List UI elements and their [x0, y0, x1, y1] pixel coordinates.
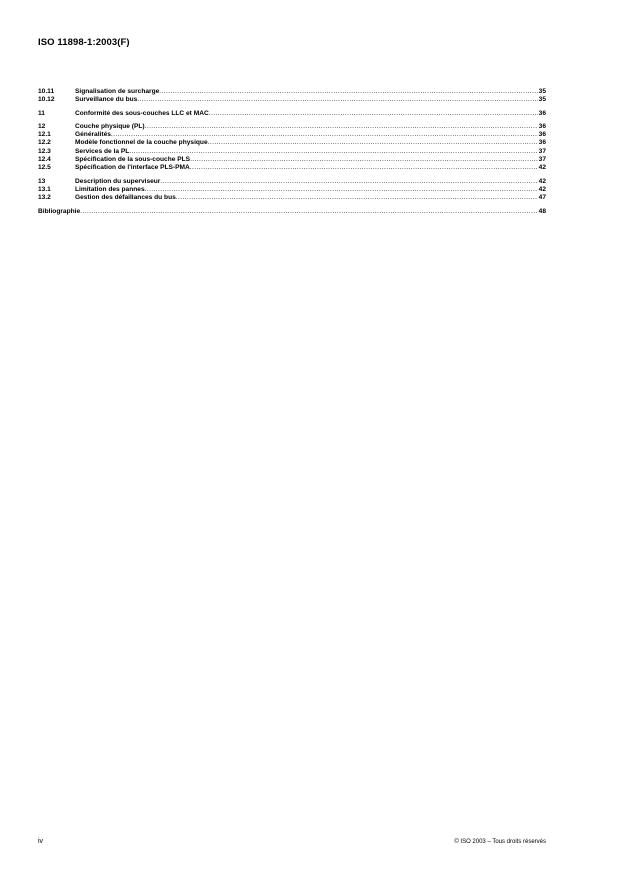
toc-entry[interactable]: [38, 194, 546, 202]
toc-dot-leader: [80, 208, 538, 216]
table-of-contents: [38, 88, 546, 221]
document-header-title: ISO 11898-1:2003(F): [38, 37, 130, 48]
toc-entry-title: Limitation des pannes: [75, 185, 145, 193]
toc-entry-page: 35: [538, 96, 546, 104]
toc-entry-title: Spécification de l'interface PLS-PMA: [75, 164, 190, 172]
toc-entry-title: Conformité des sous-couches LLC et MAC: [75, 109, 209, 117]
toc-entry-title: Services de la PL: [75, 147, 130, 155]
toc-dot-leader: [159, 88, 537, 96]
toc-dot-leader: [208, 139, 538, 147]
toc-entry-page: 42: [538, 164, 546, 172]
toc-group-12: [38, 123, 546, 173]
toc-dot-leader: [190, 164, 538, 172]
toc-group-13: [38, 178, 546, 203]
toc-entry-title: Spécification de la sous-couche PLS: [75, 156, 191, 164]
toc-entry-number: 13.1: [38, 185, 51, 193]
toc-dot-leader: [176, 194, 538, 202]
toc-entry[interactable]: [38, 186, 546, 194]
toc-dot-leader: [190, 156, 538, 164]
toc-entry[interactable]: [38, 110, 546, 118]
toc-entry[interactable]: [38, 178, 546, 186]
toc-dot-leader: [111, 131, 538, 139]
footer-copyright: © ISO 2003 – Tous droits réservés: [454, 839, 546, 845]
toc-dot-leader: [209, 110, 538, 118]
toc-entry-title: Signalisation de surcharge: [75, 88, 160, 95]
toc-entry-title: Généralités: [75, 131, 111, 139]
toc-entry[interactable]: [38, 131, 546, 139]
toc-entry-title: Gestion des défaillances du bus: [75, 194, 176, 202]
toc-entry-number: 11: [38, 109, 45, 117]
toc-entry-number: 12.1: [38, 131, 51, 139]
toc-entry-page: 37: [538, 156, 546, 164]
toc-entry[interactable]: [38, 164, 546, 172]
toc-entry[interactable]: [38, 148, 546, 156]
toc-group-10: [38, 88, 546, 105]
toc-dot-leader: [145, 123, 538, 131]
toc-entry-number: 12: [38, 122, 46, 130]
toc-entry-number: 10.12: [38, 96, 55, 104]
toc-entry[interactable]: [38, 139, 546, 147]
toc-group-bibliography: [38, 208, 546, 216]
toc-entry-number: 12.4: [38, 156, 51, 164]
toc-entry-number: 10.11: [38, 88, 55, 95]
toc-entry-title: Couche physique (PL): [75, 122, 145, 130]
toc-entry-page: 47: [538, 194, 546, 202]
toc-dot-leader: [145, 186, 538, 194]
toc-entry-number: 12.2: [38, 139, 51, 147]
toc-entry-title: Surveillance du bus: [75, 96, 138, 104]
toc-entry-title: Modèle fonctionnel de la couche physique: [75, 139, 208, 147]
toc-entry-page: 36: [538, 131, 546, 139]
footer-page-number: iv: [38, 838, 44, 845]
toc-entry[interactable]: [38, 88, 546, 96]
toc-entry-page: 42: [538, 185, 546, 193]
toc-entry-number: 12.3: [38, 147, 51, 155]
toc-group-11: [38, 110, 546, 118]
toc-entry-page: 37: [538, 147, 546, 155]
toc-entry-page: 48: [538, 207, 546, 215]
toc-entry-page: 42: [538, 177, 546, 185]
toc-entry-page: 36: [538, 139, 546, 147]
toc-entry-page: 36: [538, 109, 546, 117]
toc-entry[interactable]: [38, 156, 546, 164]
toc-entry[interactable]: [38, 96, 546, 104]
toc-entry-title: Description du superviseur: [75, 177, 161, 185]
toc-entry-title: Bibliographie: [38, 207, 81, 215]
toc-entry[interactable]: [38, 123, 546, 131]
toc-entry-number: 12.5: [38, 164, 51, 172]
toc-entry-bibliography[interactable]: [38, 208, 546, 216]
toc-entry-number: 13.2: [38, 194, 51, 202]
toc-dot-leader: [160, 178, 537, 186]
toc-entry-page: 35: [538, 88, 546, 95]
toc-dot-leader: [129, 148, 537, 156]
toc-entry-number: 13: [38, 177, 46, 185]
toc-dot-leader: [137, 96, 537, 104]
toc-entry-page: 36: [538, 122, 546, 130]
